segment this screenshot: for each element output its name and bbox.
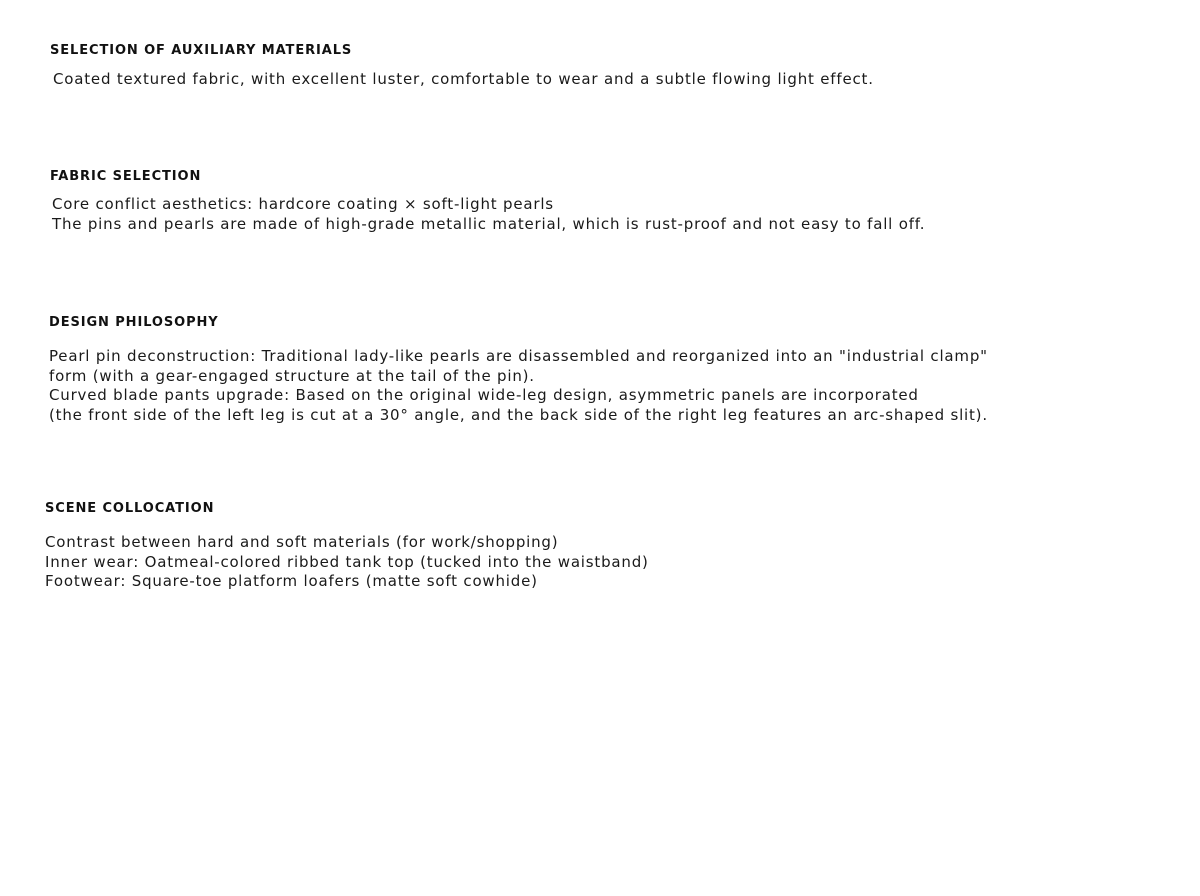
section-body <box>49 347 1149 425</box>
body-line: Curved blade pants upgrade: Based on the original wide-leg design, asymmetric panels are incorporated <box>49 386 919 404</box>
body-line: form (with a gear-engaged structure at the tail of the pin). <box>49 366 535 385</box>
section-heading: DESIGN PHILOSOPHY <box>49 315 219 330</box>
section-body <box>52 195 1150 234</box>
section-body <box>53 70 1150 90</box>
section-design-philosophy <box>49 315 1149 425</box>
body-line: Footwear: Square-toe platform loafers (matte soft cowhide) <box>45 572 538 590</box>
body-line: Pearl pin deconstruction: Traditional lady-like pearls are disassembled and reorganized into an "industrial clamp" <box>49 347 988 365</box>
section-heading: SELECTION OF AUXILIARY MATERIALS <box>50 43 353 58</box>
body-line: (the front side of the left leg is cut at a 30° angle, and the back side of the right leg features an arc-shaped slit). <box>49 405 988 424</box>
section-heading: FABRIC SELECTION <box>50 169 202 184</box>
body-line: Inner wear: Oatmeal-colored ribbed tank top (tucked into the waistband) <box>45 552 649 571</box>
body-line: Coated textured fabric, with excellent luster, comfortable to wear and a subtle flowing light effect. <box>53 70 874 88</box>
body-line: Contrast between hard and soft materials (for work/shopping) <box>45 533 559 551</box>
section-fabric-selection <box>50 169 1150 234</box>
section-body <box>45 533 1145 592</box>
body-line: Core conflict aesthetics: hardcore coating × soft-light pearls <box>52 195 554 213</box>
section-scene-collocation <box>45 501 1145 592</box>
section-heading: SCENE COLLOCATION <box>45 501 215 516</box>
body-line: The pins and pearls are made of high-grade metallic material, which is rust-proof and not easy to fall off. <box>52 214 926 233</box>
section-auxiliary-materials <box>50 43 1150 90</box>
